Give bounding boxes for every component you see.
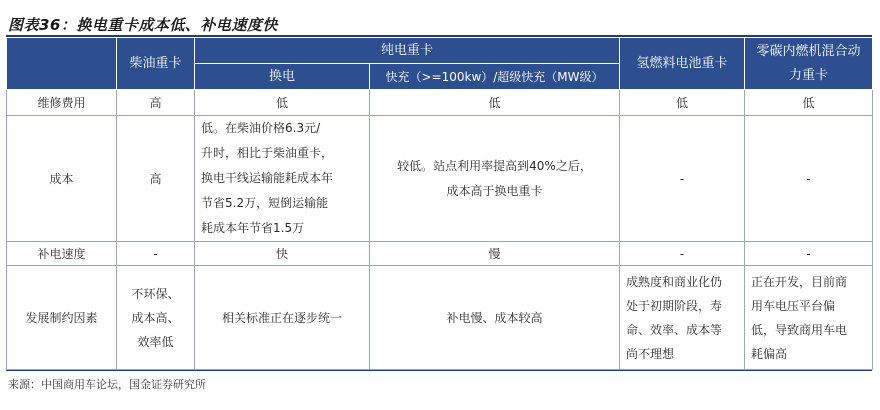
header-hydrogen: 氢燃料电池重卡 <box>620 38 745 90</box>
constraints-diesel-line: 效率低 <box>137 334 174 349</box>
constraints-hydrogen-line: 处于初期阶段，寿 <box>626 298 723 313</box>
cost-swap-line: 节省5.2万，短倒运输能 <box>201 196 329 210</box>
header-diesel: 柴油重卡 <box>117 38 195 90</box>
cost-fast-line: 较低。站点利用率提高到40%之后， <box>397 158 592 173</box>
cell-hybrid: - <box>745 116 873 242</box>
constraints-hybrid-line: 正在开发，目前商 <box>751 274 848 289</box>
table-row-constraints <box>7 266 873 370</box>
header-fast: 快充（>=100kw）/超级快充（MW级） <box>370 64 620 90</box>
constraints-hybrid-line: 低，导致商用车电 <box>751 322 848 337</box>
cost-swap-line: 耗成本年节省1.5万 <box>201 221 305 235</box>
table-row-maintenance <box>7 90 873 116</box>
constraints-hydrogen-line: 尚不理想 <box>626 346 675 361</box>
cell-diesel: 高 <box>117 116 195 242</box>
cell-swap: 低 <box>195 90 370 116</box>
cell-hybrid <box>745 266 873 370</box>
cell-hybrid: 低 <box>745 90 873 116</box>
figure-title: 图表36：换电重卡成本低、补电速度快 <box>8 16 278 34</box>
cell-swap: 快 <box>195 242 370 266</box>
constraints-hydrogen-line: 命、效率、成本等 <box>626 322 723 337</box>
comparison-table <box>6 37 873 370</box>
constraints-diesel-line: 成本高、 <box>131 310 180 325</box>
bottom-rule <box>6 370 872 371</box>
cell-fast <box>370 116 620 242</box>
cost-swap-line: 换电干线运输能耗成本年 <box>201 171 334 185</box>
row-label: 成本 <box>7 116 117 242</box>
header-hybrid-line1: 零碳内燃机混合动 <box>756 43 861 59</box>
constraints-diesel-line: 不环保、 <box>131 286 180 301</box>
row-label: 补电速度 <box>7 242 117 266</box>
cell-diesel <box>117 266 195 370</box>
cost-fast-line: 成本高于换电重卡 <box>446 183 543 198</box>
cell-hydrogen: - <box>620 242 745 266</box>
cell-hydrogen <box>620 266 745 370</box>
constraints-hybrid-line: 耗偏高 <box>751 346 788 361</box>
cell-swap: 相关标准正在逐步统一 <box>195 266 370 370</box>
cell-hydrogen: - <box>620 116 745 242</box>
header-hybrid <box>745 38 873 90</box>
cost-swap-line: 升时，相比于柴油重卡， <box>201 146 334 160</box>
cell-diesel: 高 <box>117 90 195 116</box>
header-row-1 <box>7 38 873 64</box>
header-swap: 换电 <box>195 64 370 90</box>
constraints-hydrogen-line: 成熟度和商业化仍 <box>626 274 723 289</box>
row-label: 发展制约因素 <box>7 266 117 370</box>
constraints-hybrid-line: 用车电压平台偏 <box>751 298 836 313</box>
cost-swap-line: 低。在柴油价格6.3元/ <box>201 121 321 135</box>
source-note: 来源：中国商用车论坛，国金证券研究所 <box>8 378 206 391</box>
cell-swap <box>195 116 370 242</box>
table-row-speed <box>7 242 873 266</box>
header-hybrid-line2: 力重卡 <box>789 67 829 83</box>
cell-diesel: - <box>117 242 195 266</box>
header-bev: 纯电重卡 <box>195 38 620 64</box>
cell-fast: 补电慢、成本较高 <box>370 266 620 370</box>
cell-fast: 低 <box>370 90 620 116</box>
table-row-cost <box>7 116 873 242</box>
cell-hybrid: - <box>745 242 873 266</box>
row-label: 维修费用 <box>7 90 117 116</box>
cell-fast: 慢 <box>370 242 620 266</box>
header-corner <box>7 38 117 90</box>
cell-hydrogen: 低 <box>620 90 745 116</box>
